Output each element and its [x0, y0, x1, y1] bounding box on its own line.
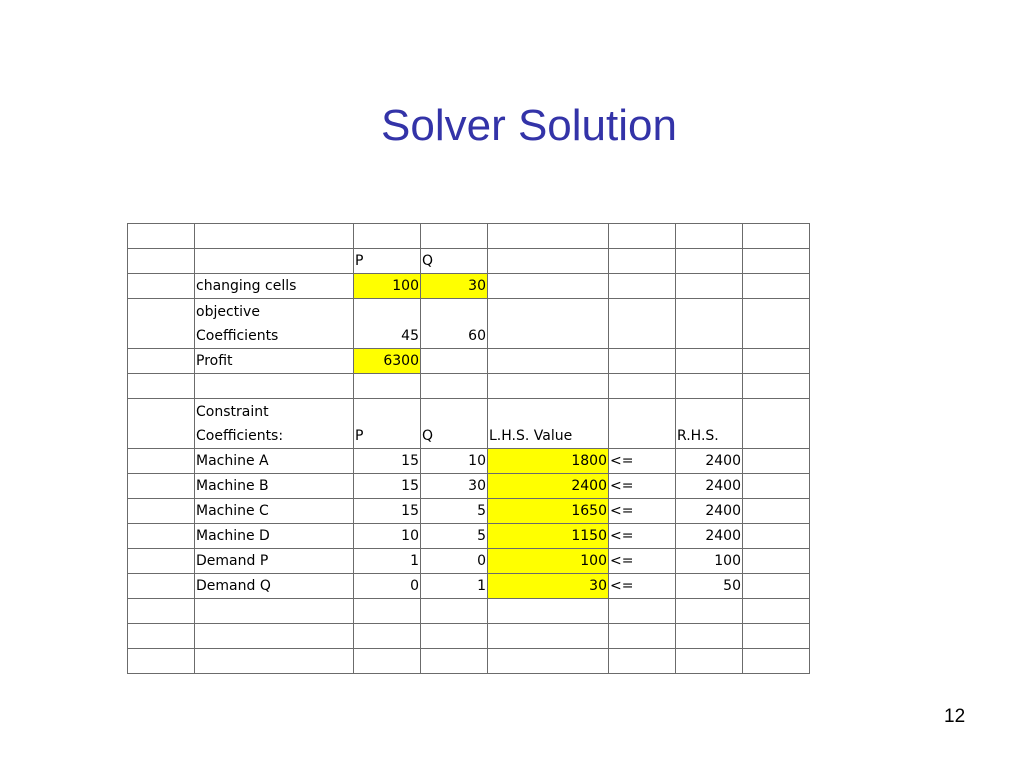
constraint-p[interactable]: 1 [354, 549, 421, 574]
cell[interactable] [128, 274, 195, 299]
constraint-op[interactable]: <= [609, 574, 676, 599]
constraint-header-p[interactable]: P [354, 399, 421, 449]
constraint-label-line1: Constraint [196, 404, 269, 420]
header-row [128, 249, 810, 274]
profit-value[interactable]: 6300 [354, 349, 421, 374]
cell[interactable] [676, 224, 743, 249]
cell[interactable] [354, 649, 421, 674]
cell[interactable] [743, 599, 810, 624]
empty-row [128, 649, 810, 674]
cell[interactable] [195, 599, 354, 624]
cell[interactable] [743, 649, 810, 674]
cell[interactable] [743, 274, 810, 299]
header-p-cell[interactable]: P [354, 249, 421, 274]
objective-label-line1: objective [196, 304, 260, 320]
cell[interactable] [128, 449, 195, 474]
cell[interactable] [743, 524, 810, 549]
cell[interactable] [421, 349, 488, 374]
empty-row [128, 624, 810, 649]
cell[interactable] [421, 224, 488, 249]
constraint-name[interactable]: Machine C [195, 499, 354, 524]
constraint-q[interactable]: 30 [421, 474, 488, 499]
cell[interactable] [609, 299, 676, 349]
constraint-op[interactable]: <= [609, 474, 676, 499]
solver-spreadsheet [127, 223, 810, 674]
constraint-name[interactable]: Machine A [195, 449, 354, 474]
constraint-op[interactable]: <= [609, 549, 676, 574]
cell[interactable] [128, 549, 195, 574]
cell[interactable] [128, 349, 195, 374]
cell[interactable] [609, 274, 676, 299]
constraint-p[interactable]: 15 [354, 449, 421, 474]
cell[interactable] [421, 599, 488, 624]
cell[interactable] [195, 224, 354, 249]
cell[interactable] [743, 299, 810, 349]
cell[interactable] [128, 524, 195, 549]
cell[interactable] [421, 374, 488, 399]
cell[interactable] [609, 399, 676, 449]
constraint-name[interactable]: Demand P [195, 549, 354, 574]
cell[interactable] [676, 274, 743, 299]
cell[interactable] [128, 374, 195, 399]
constraint-q[interactable]: 1 [421, 574, 488, 599]
objective-q[interactable]: 60 [421, 299, 488, 349]
constraint-header-lhs[interactable]: L.H.S. Value [488, 399, 609, 449]
constraint-q[interactable]: 10 [421, 449, 488, 474]
cell[interactable] [743, 224, 810, 249]
page-number: 12 [944, 706, 966, 727]
cell[interactable] [195, 249, 354, 274]
constraint-lhs[interactable]: 100 [488, 549, 609, 574]
cell[interactable] [128, 399, 195, 449]
constraint-name[interactable]: Machine B [195, 474, 354, 499]
constraint-rhs[interactable]: 2400 [676, 449, 743, 474]
constraint-op[interactable]: <= [609, 524, 676, 549]
changing-cell-q[interactable]: 30 [421, 274, 488, 299]
cell[interactable] [488, 274, 609, 299]
cell[interactable] [128, 474, 195, 499]
constraint-q[interactable]: 5 [421, 499, 488, 524]
empty-row [128, 224, 810, 249]
constraint-q[interactable]: 0 [421, 549, 488, 574]
cell[interactable] [676, 624, 743, 649]
cell[interactable] [128, 649, 195, 674]
constraint-p[interactable]: 15 [354, 474, 421, 499]
cell[interactable] [354, 624, 421, 649]
profit-row [128, 349, 810, 374]
cell[interactable] [128, 224, 195, 249]
cell[interactable] [743, 574, 810, 599]
empty-row [128, 599, 810, 624]
slide-title: Solver Solution [381, 101, 677, 150]
constraint-rhs[interactable]: 100 [676, 549, 743, 574]
cell[interactable] [609, 599, 676, 624]
cell[interactable] [128, 249, 195, 274]
constraint-op[interactable]: <= [609, 449, 676, 474]
cell[interactable] [421, 624, 488, 649]
cell[interactable] [676, 374, 743, 399]
constraint-p[interactable]: 0 [354, 574, 421, 599]
cell[interactable] [354, 374, 421, 399]
constraint-name[interactable]: Demand Q [195, 574, 354, 599]
changing-cells-label[interactable]: changing cells [195, 274, 354, 299]
cell[interactable] [488, 624, 609, 649]
cell[interactable] [743, 549, 810, 574]
constraint-header-label[interactable] [195, 399, 354, 449]
constraint-label-line2: Coefficients: [196, 428, 284, 444]
cell[interactable] [488, 249, 609, 274]
constraint-header-q[interactable]: Q [421, 399, 488, 449]
cell[interactable] [421, 649, 488, 674]
cell[interactable] [128, 574, 195, 599]
cell[interactable] [354, 599, 421, 624]
constraint-row [128, 499, 810, 524]
cell[interactable] [676, 249, 743, 274]
cell[interactable] [743, 399, 810, 449]
cell[interactable] [609, 349, 676, 374]
constraint-lhs[interactable]: 1150 [488, 524, 609, 549]
constraint-row [128, 549, 810, 574]
constraint-rhs[interactable]: 2400 [676, 474, 743, 499]
constraint-p[interactable]: 15 [354, 499, 421, 524]
constraint-lhs[interactable]: 2400 [488, 474, 609, 499]
objective-label-line2: Coefficients [196, 328, 279, 344]
cell[interactable] [128, 499, 195, 524]
constraint-rhs[interactable]: 2400 [676, 499, 743, 524]
cell[interactable] [488, 299, 609, 349]
cell[interactable] [743, 449, 810, 474]
cell[interactable] [609, 624, 676, 649]
cell[interactable] [488, 349, 609, 374]
constraint-op[interactable]: <= [609, 499, 676, 524]
objective-p[interactable]: 45 [354, 299, 421, 349]
constraint-lhs[interactable]: 1650 [488, 499, 609, 524]
cell[interactable] [676, 649, 743, 674]
cell[interactable] [743, 499, 810, 524]
cell[interactable] [488, 374, 609, 399]
cell[interactable] [609, 249, 676, 274]
constraint-row [128, 524, 810, 549]
cell[interactable] [676, 349, 743, 374]
cell[interactable] [743, 474, 810, 499]
profit-label[interactable]: Profit [195, 349, 354, 374]
constraint-row [128, 449, 810, 474]
cell[interactable] [676, 599, 743, 624]
cell[interactable] [743, 624, 810, 649]
constraint-rhs[interactable]: 50 [676, 574, 743, 599]
header-q-cell[interactable]: Q [421, 249, 488, 274]
cell[interactable] [743, 249, 810, 274]
cell[interactable] [609, 374, 676, 399]
constraint-header-rhs[interactable]: R.H.S. [676, 399, 743, 449]
changing-cell-p[interactable]: 100 [354, 274, 421, 299]
cell[interactable] [488, 599, 609, 624]
changing-cells-row [128, 274, 810, 299]
cell[interactable] [609, 224, 676, 249]
constraint-name[interactable]: Machine D [195, 524, 354, 549]
cell[interactable] [676, 299, 743, 349]
objective-label[interactable] [195, 299, 354, 349]
cell[interactable] [609, 649, 676, 674]
objective-row [128, 299, 810, 349]
cell[interactable] [128, 624, 195, 649]
cell[interactable] [743, 374, 810, 399]
cell[interactable] [743, 349, 810, 374]
constraint-row [128, 474, 810, 499]
cell[interactable] [354, 224, 421, 249]
cell[interactable] [195, 374, 354, 399]
cell[interactable] [195, 624, 354, 649]
cell[interactable] [128, 599, 195, 624]
constraint-header-row [128, 399, 810, 449]
constraint-row [128, 574, 810, 599]
constraint-lhs[interactable]: 30 [488, 574, 609, 599]
empty-row [128, 374, 810, 399]
cell[interactable] [488, 224, 609, 249]
cell[interactable] [488, 649, 609, 674]
cell[interactable] [128, 299, 195, 349]
constraint-lhs[interactable]: 1800 [488, 449, 609, 474]
constraint-rhs[interactable]: 2400 [676, 524, 743, 549]
cell[interactable] [195, 649, 354, 674]
constraint-p[interactable]: 10 [354, 524, 421, 549]
constraint-q[interactable]: 5 [421, 524, 488, 549]
